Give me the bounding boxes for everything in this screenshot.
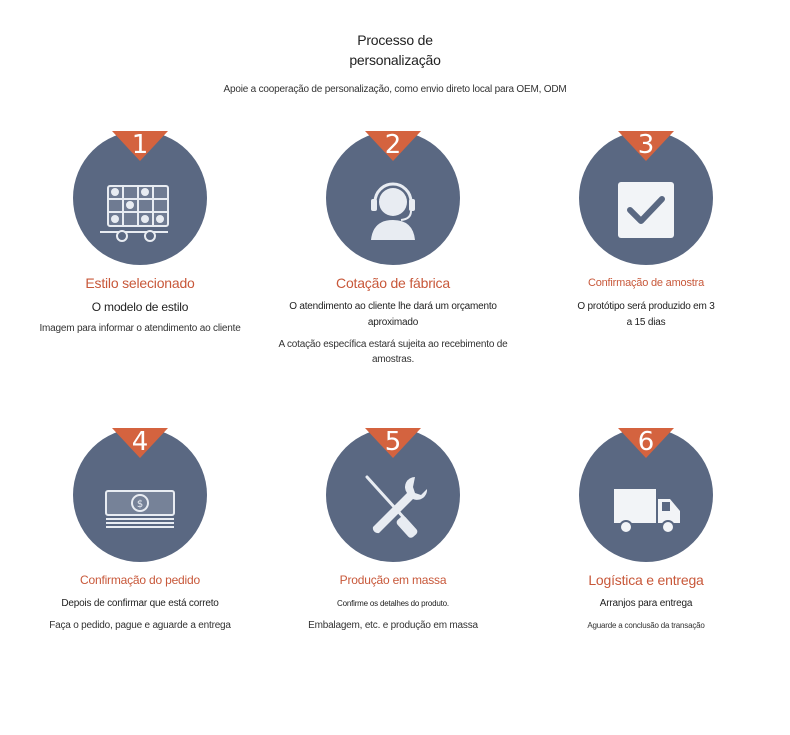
step-title: Confirmação do pedido [80,573,200,587]
wrench-screwdriver-icon [353,465,433,545]
step-desc-2: Embalagem, etc. e produção em massa [308,620,478,631]
step-title: Logística e entrega [588,572,704,588]
step-desc-1: O modelo de estilo [91,300,189,314]
step-4 [10,428,270,633]
step-number: 5 [384,427,402,457]
step-desc-1: Depois de confirmar que está correto [61,598,219,609]
step-desc-1: Confirme os detalhes do produto. [337,599,449,608]
step-title: Estilo selecionado [85,275,195,291]
delivery-truck-icon [606,465,686,545]
checkbox-check-icon [606,168,686,248]
svg-text:$: $ [136,499,144,510]
step-number: 6 [637,427,655,457]
step-3 [516,131,776,331]
step-desc-2: Faça o pedido, pague e aguarde a entrega [49,620,231,631]
step-2 [263,131,523,367]
trailer-with-people-icon [100,168,180,248]
step-number: 2 [384,130,402,160]
money-stack-icon [100,465,180,545]
step-desc-1: O protótipo será produzido em 3 a 15 dias [577,301,715,328]
step-desc-1: Arranjos para entrega [599,598,693,609]
customer-service-headset-icon [353,168,433,248]
step-title: Confirmação de amostra [587,277,705,289]
step-number: 4 [131,427,149,457]
step-6 [516,428,776,633]
step-desc-2: Aguarde a conclusão da transação [587,621,705,630]
page-subtitle: Apoie a cooperação de personalização, como envio direto local para OEM, ODM [223,84,567,95]
step-title: Cotação de fábrica [336,275,450,291]
step-desc-1: O atendimento ao cliente lhe dará um orçamento aproximado [289,301,497,328]
page-title: Processo de personalização [349,32,441,68]
header [0,30,790,95]
step-1 [10,131,270,336]
step-title: Produção em massa [339,573,447,587]
step-desc-2: Imagem para informar o atendimento ao cliente [39,323,241,334]
step-number: 3 [637,130,655,160]
step-5 [263,428,523,633]
step-desc-2: A cotação específica estará sujeita ao recebimento de amostras. [278,339,508,365]
step-number: 1 [131,130,149,160]
